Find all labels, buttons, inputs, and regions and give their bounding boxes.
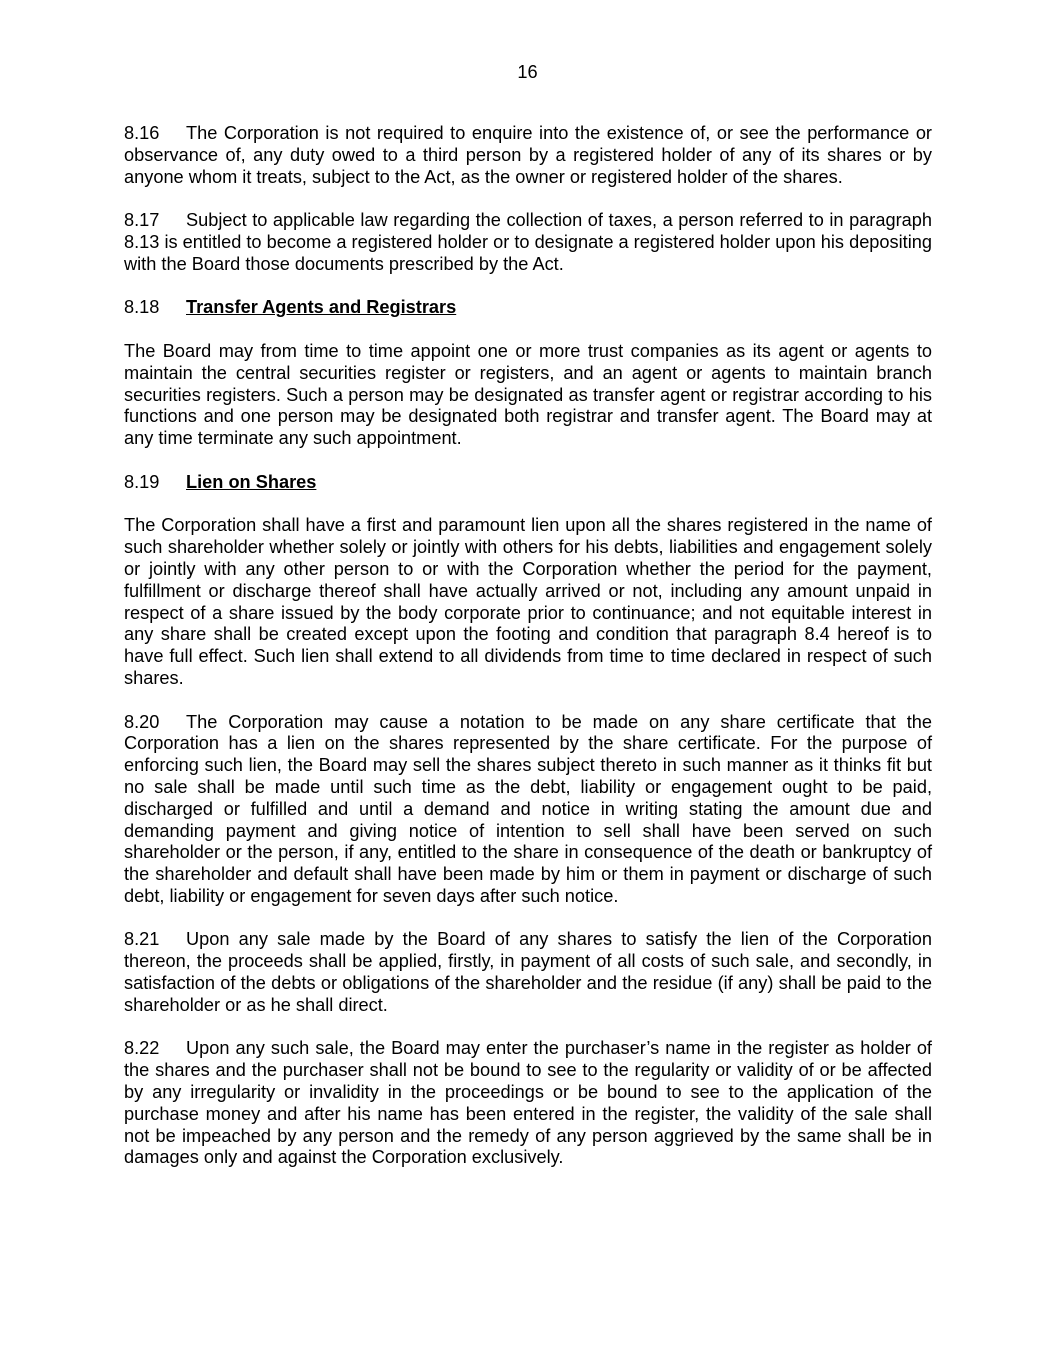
paragraph-number: 8.21	[124, 929, 160, 950]
paragraph-number: 8.17	[124, 210, 160, 231]
section-title: Transfer Agents and Registrars	[186, 297, 457, 318]
paragraph-text: Subject to applicable law regarding the collection of taxes, a person referred to in paragraph 8.13 is entitled to become a registered holder or to designate a registered holder upon his depositing with the Board those documents prescribed by the Act.	[124, 210, 932, 274]
paragraph-8-16	[124, 123, 932, 188]
section-number: 8.18	[124, 297, 160, 318]
paragraph-8-21	[124, 929, 932, 1016]
paragraph-number: 8.16	[124, 123, 160, 143]
paragraph-text: The Corporation may cause a notation to be made on any share certificate that the Corporation has a lien on the shares represented by the share certificate. For the purpose of enforcing such lien, the Board may sell the shares subject thereto in such manner as it thinks fit but no sale shall be made until such time as the debt, liability or engagement ought to be paid, discharged or fulfilled and until a demand and notice in writing stating the amount due and demanding payment and giving notice of intention to sell shall have been served on such shareholder or the person, if any, entitled to the share in consequence of the death or bankruptcy of the shareholder and default shall have been made by him or them in payment or discharge of such debt, liability or engagement for seven days after such notice.	[124, 711, 932, 906]
paragraph-text: The Corporation is not required to enquire into the existence of, or see the performance or observance of, any duty owed to a third person by a registered holder of any of its shares or by anyone whom it treats, subject to the Act, as the owner or registered holder of the shares.	[124, 123, 932, 187]
paragraph-8-18-body: The Board may from time to time appoint one or more trust companies as its agent or agents to maintain the central securities register or registers, and an agent or agents to maintain branch securities registers. Such a person may be designated as transfer agent or registrar according to his functions and one person may be designated both registrar and transfer agent. The Board may at any time terminate any such appointment.	[124, 340, 932, 449]
section-heading-8-18	[124, 297, 932, 319]
paragraph-text: Upon any such sale, the Board may enter the purchaser’s name in the register as holder of the shares and the purchaser shall not be bound to see to the regularity or validity of or be affected by any irregularity or invalidity in the proceedings or be bound to see to the application of the purchase money and after his name has been entered in the register, the validity of the sale shall not be impeached by any person and the remedy of any person aggrieved by the same shall be in damages only and against the Corporation exclusively.	[124, 1038, 932, 1168]
section-title: Lien on Shares	[186, 471, 317, 492]
paragraph-number: 8.22	[124, 1038, 160, 1059]
paragraph-text: Upon any sale made by the Board of any shares to satisfy the lien of the Corporation thereon, the proceeds shall be applied, firstly, in payment of all costs of such sale, and secondly, in satisfaction of the debts or obligations of the shareholder and the residue (if any) shall be paid to the shareholder or as he shall direct.	[124, 929, 932, 1015]
paragraph-8-20	[124, 712, 932, 908]
document-body	[124, 123, 932, 1191]
paragraph-8-19-body: The Corporation shall have a first and paramount lien upon all the shares registered in the name of such shareholder whether solely or jointly with others for his debts, liabilities and engagement solely or jointly with any other person to or with the Corporation whether the period for the payment, fulfillment or discharge thereof shall have actually arrived or not, including any amount unpaid in respect of a share issued by the body corporate prior to continuance; and not equitable interest in any share shall be created except upon the footing and condition that paragraph 8.4 hereof is to have full effect. Such lien shall extend to all dividends from time to time declared in respect of such shares.	[124, 515, 932, 688]
page-number: 16	[517, 62, 538, 82]
section-number: 8.19	[124, 471, 160, 492]
paragraph-8-17	[124, 210, 932, 275]
paragraph-number: 8.20	[124, 711, 160, 732]
paragraph-8-22	[124, 1038, 932, 1169]
section-heading-8-19	[124, 472, 932, 494]
